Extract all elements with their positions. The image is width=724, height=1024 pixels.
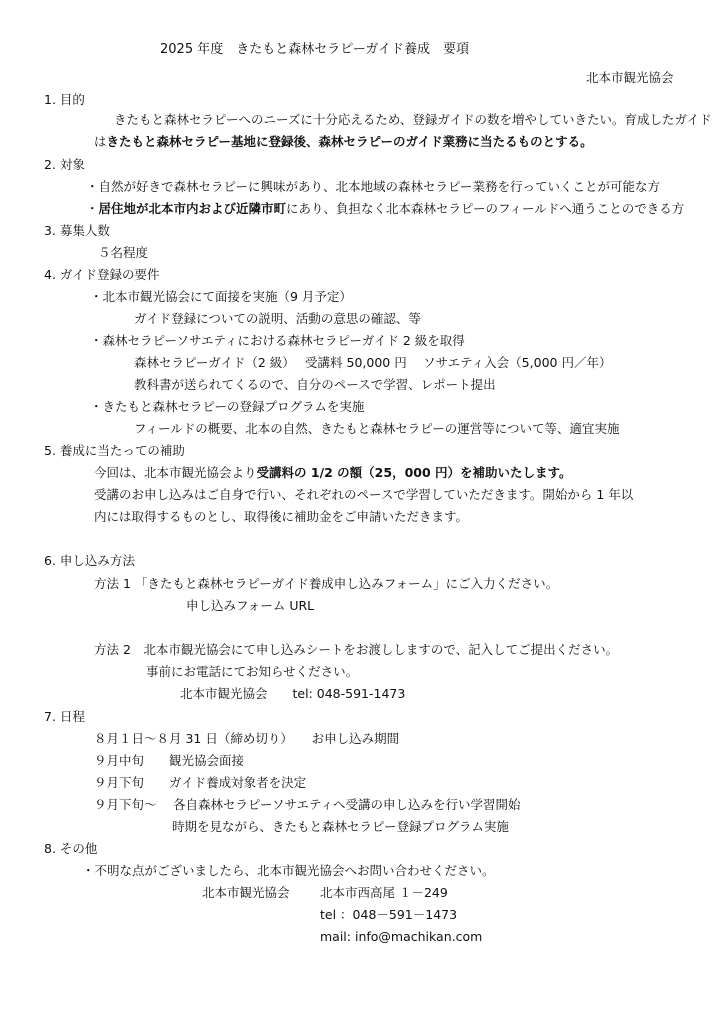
- section-2-heading: 2. 対象: [44, 157, 85, 172]
- purpose-line-2-prefix: は: [94, 134, 107, 149]
- contact-address: 北本市西高尾 １－249: [320, 885, 448, 900]
- document-title: 2025 年度 きたもと森林セラピーガイド養成 要項: [160, 42, 470, 57]
- section-7-heading: 7. 日程: [44, 709, 85, 724]
- schedule-row-3: ９月下旬 ガイド養成対象者を決定: [94, 775, 307, 790]
- subsidy-line-1-bold: 受講料の 1/2 の額（25，000 円）を補助いたします。: [256, 465, 572, 480]
- purpose-line-2: [94, 134, 593, 150]
- target-item-1: ・自然が好きで森林セラピーに興味があり、北本地域の森林セラピー業務を行っていくことが可能な方: [86, 179, 661, 194]
- contact-tel: tel ：048－591－1473: [320, 907, 458, 922]
- section-5-heading: 5. 養成に当たっての補助: [44, 443, 185, 458]
- recruit-count: ５名程度: [98, 245, 149, 260]
- subsidy-line-1: [94, 465, 572, 481]
- contact-org: 北本市観光協会: [202, 885, 290, 900]
- requirement-item-2-fee: 森林セラピーガイド（2 級） 受講料 50,000 円 ソサエティ入会（5,000 円／年）: [134, 355, 612, 370]
- section-1-heading: 1. 目的: [44, 92, 85, 107]
- requirement-item-2-detail: 教科書が送られてくるので、自分のペースで学習、レポート提出: [134, 377, 496, 392]
- purpose-line-2-bold: きたもと森林セラピー基地に登録後、森林セラピーのガイド業務に当たるものとする。: [106, 134, 593, 149]
- target-item-2: [86, 201, 684, 217]
- apply-method-2: 方法 2 北本市観光協会にて申し込みシートをお渡ししますので、記入してご提出ください。: [94, 642, 619, 657]
- requirement-item-1-detail: ガイド登録についての説明、活動の意思の確認、等: [134, 311, 421, 326]
- schedule-row-4: ９月下旬～ 各自森林セラピーソサエティへ受講の申し込みを行い学習開始: [94, 797, 521, 812]
- requirement-item-1: ・北本市観光協会にて面接を実施（9 月予定）: [90, 289, 352, 304]
- other-note: ・不明な点がございましたら、北本市観光協会へお問い合わせください。: [82, 863, 495, 878]
- target-item-2-bullet: ・: [86, 201, 99, 216]
- section-8-heading: 8. その他: [44, 841, 98, 856]
- organizer-name: 北本市観光協会: [586, 70, 674, 85]
- schedule-row-2: ９月中旬 観光協会面接: [94, 753, 245, 768]
- purpose-line-1: きたもと森林セラピーへのニーズに十分応えるため、登録ガイドの数を増やしていきたい。育成したガイド: [114, 112, 712, 127]
- apply-method-2-note: 事前にお電話にてお知らせください。: [146, 664, 359, 679]
- requirement-item-2: ・森林セラピーソサエティにおける森林セラピーガイド 2 級を取得: [90, 333, 465, 348]
- schedule-row-5: 時期を見ながら、きたもと森林セラピー登録プログラム実施: [172, 819, 509, 834]
- schedule-row-1: ８月１日～８月 31 日（締め切り） お申し込み期間: [94, 731, 400, 746]
- subsidy-line-2: 受講のお申し込みはご自身で行い、それぞれのペースで学習していただきます。開始から 1 年以: [94, 487, 634, 502]
- subsidy-line-3: 内には取得するものとし、取得後に補助金をご申請いただきます。: [94, 509, 469, 524]
- requirement-item-3: ・きたもと森林セラピーの登録プログラムを実施: [90, 399, 365, 414]
- requirement-item-3-detail: フィールドの概要、北本の自然、きたもと森林セラピーの運営等について等、適宜実施: [134, 421, 620, 436]
- section-3-heading: 3. 募集人数: [44, 223, 110, 238]
- section-4-heading: 4. ガイド登録の要件: [44, 267, 160, 282]
- contact-email[interactable]: mail: info@machikan.com: [320, 929, 483, 944]
- target-item-2-bold: 居住地が北本市内および近隣市町: [98, 201, 287, 216]
- apply-method-1: 方法 1 「きたもと森林セラピーガイド養成申し込みフォーム」にご入力ください。: [94, 576, 559, 591]
- section-6-heading: 6. 申し込み方法: [44, 553, 135, 568]
- target-item-2-rest: にあり、負担なく北本森林セラピーのフィールドへ通うことのできる方: [286, 201, 685, 216]
- apply-contact: 北本市観光協会 tel: 048-591-1473: [180, 686, 406, 701]
- subsidy-line-1-prefix: 今回は、北本市観光協会より: [94, 465, 257, 480]
- apply-form-url-link[interactable]: 申し込みフォーム URL: [186, 598, 315, 613]
